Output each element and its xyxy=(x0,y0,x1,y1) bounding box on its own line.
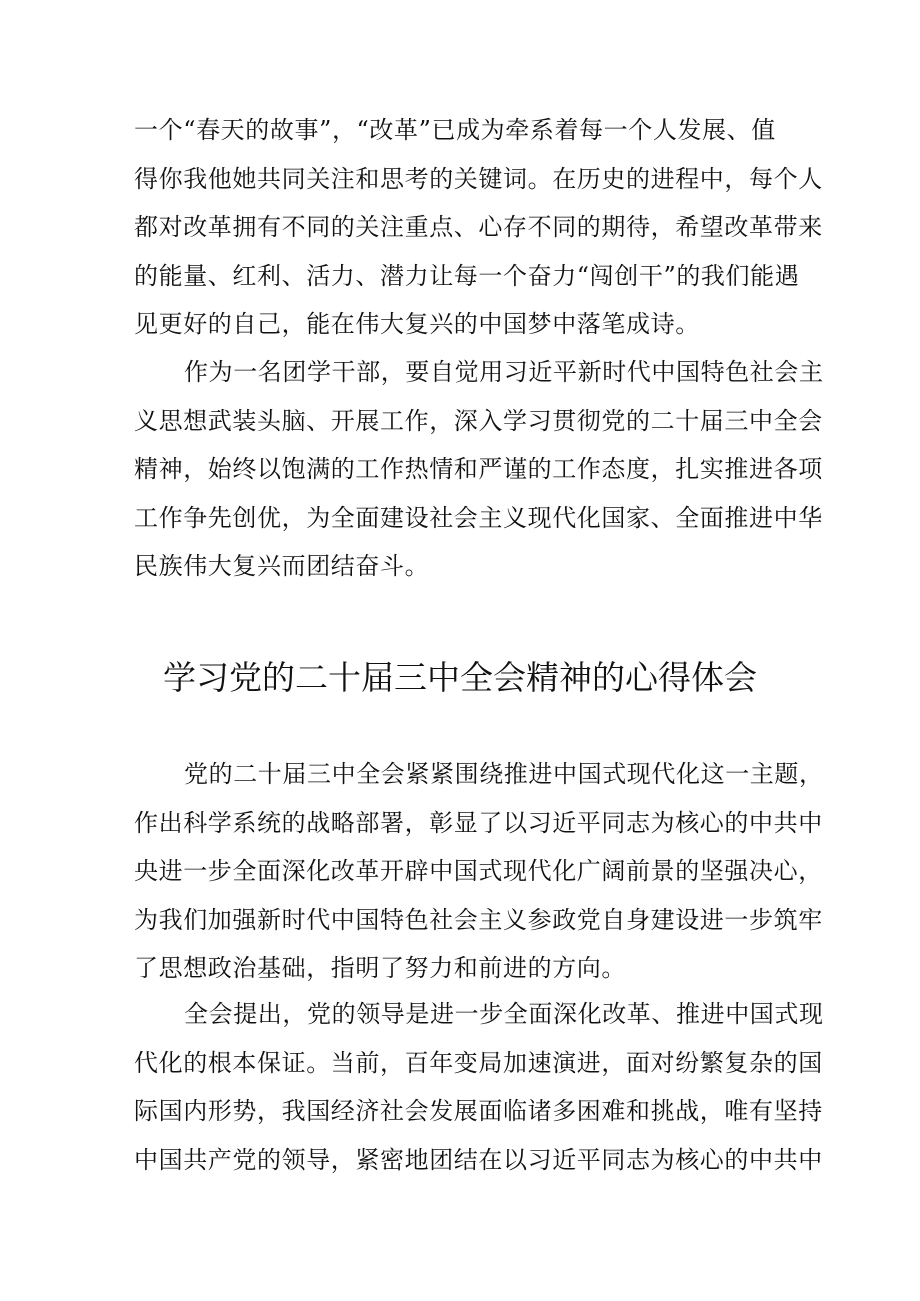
paragraph-3 xyxy=(134,750,824,993)
paragraph-4 xyxy=(134,990,824,1184)
paragraph-line: 见更好的自己，能在伟大复兴的中国梦中落笔成诗。 xyxy=(134,310,700,338)
paragraph-line: 民族伟大复兴而团结奋斗。 xyxy=(134,552,430,580)
paragraph-line: 央进一步全面深化改革开辟中国式现代化广阔前景的坚强决心， xyxy=(134,857,823,885)
paragraph-1 xyxy=(134,106,823,349)
paragraph-line: 精神，始终以饱满的工作热情和严谨的工作态度，扎实推进各项 xyxy=(134,455,823,483)
paragraph-line: 全会提出，党的领导是进一步全面深化改革、推进中国式现 xyxy=(184,1000,824,1028)
paragraph-line: 义思想武装头脑、开展工作，深入学习贯彻党的二十届三中全会 xyxy=(134,406,823,435)
paragraph-line: 代化的根本保证。当前，百年变局加速演进，面对纷繁复杂的国 xyxy=(134,1048,823,1077)
paragraph-line: 工作争先创优，为全面建设社会主义现代化国家、全面推进中华 xyxy=(134,503,823,532)
paragraph-line: 作为一名团学干部，要自觉用习近平新时代中国特色社会主 xyxy=(184,358,824,386)
paragraph-line: 为我们加强新时代中国特色社会主义参政党自身建设进一步筑牢 xyxy=(134,905,823,934)
paragraph-line: 党的二十届三中全会紧紧围绕推进中国式现代化这一主题， xyxy=(184,760,824,788)
paragraph-line: 得你我他她共同关注和思考的关键词。在历史的进程中，每个人 xyxy=(134,164,823,193)
paragraph-line: 了思想政治基础，指明了努力和前进的方向。 xyxy=(134,954,626,982)
paragraph-line: 际国内形势，我国经济社会发展面临诸多困难和挑战，唯有坚持 xyxy=(134,1097,823,1125)
document-title: 学习党的二十届三中全会精神的心得体会 xyxy=(163,658,757,697)
paragraph-line: 作出科学系统的战略部署，彰显了以习近平同志为核心的中共中 xyxy=(134,808,823,837)
paragraph-line: 都对改革拥有不同的关注重点、心存不同的期待，希望改革带来 xyxy=(134,213,823,241)
paragraph-line: 的能量、红利、活力、潜力让每一个奋力“闯创干”的我们能遇 xyxy=(134,261,800,290)
paragraph-2 xyxy=(134,348,824,591)
paragraph-line: 一个“春天的故事”，“改革”已成为牵系着每一个人发展、值 xyxy=(134,116,776,144)
paragraph-line: 中国共产党的领导，紧密地团结在以习近平同志为核心的中共中 xyxy=(134,1145,823,1174)
